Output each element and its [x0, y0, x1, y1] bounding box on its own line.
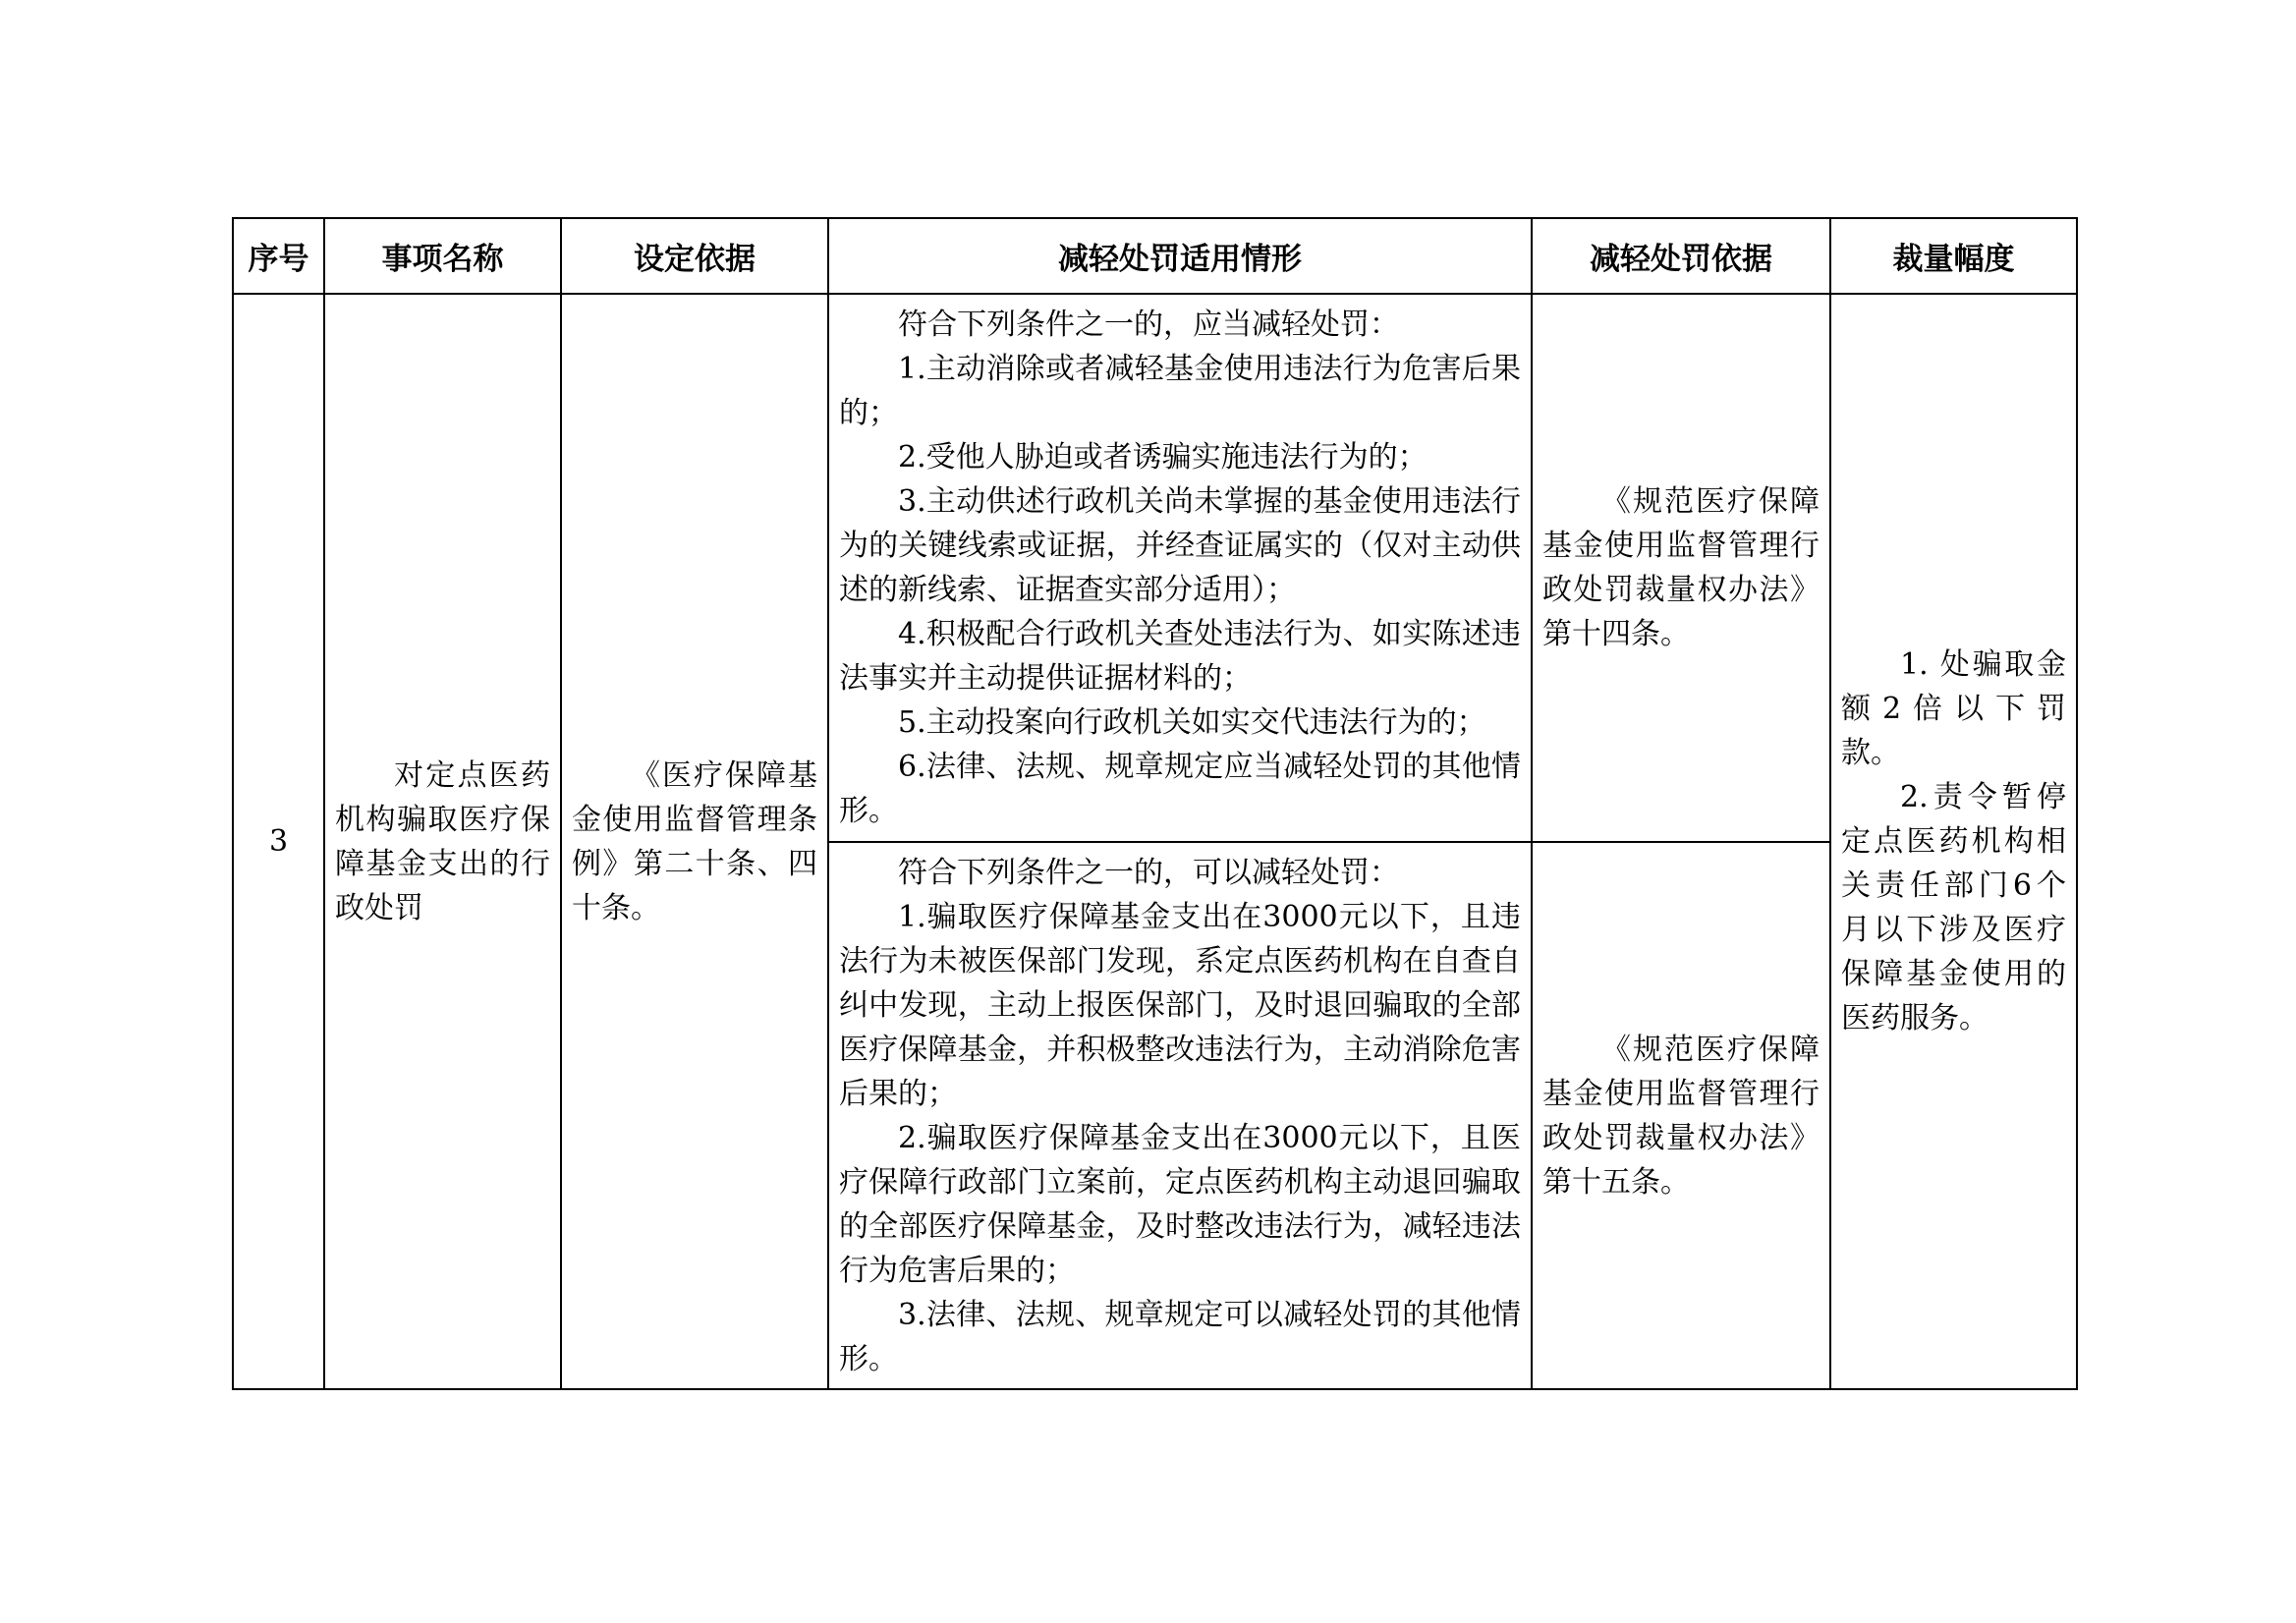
seq-value: 3: [268, 824, 289, 859]
cell-must-mitigate-basis: [1532, 294, 1830, 842]
must-mitigate-item: 5.主动投案向行政机关如实交代违法行为的；: [898, 705, 1486, 740]
must-mitigate-intro: 符合下列条件之一的，应当减轻处罚：: [898, 308, 1399, 342]
penalty-discretion-table: [232, 217, 2078, 1390]
header-item-name: 事项名称: [324, 218, 561, 294]
basis-text: 《医疗保障基金使用监督管理条例》第二十条、四十条。: [572, 757, 817, 925]
cell-range: [1830, 294, 2077, 1389]
must-mitigate-item: 4.积极配合行政机关查处违法行为、如实陈述违法事实并主动提供证据材料的；: [839, 617, 1521, 696]
must-mitigate-item: 1.主动消除或者减轻基金使用违法行为危害后果的；: [839, 352, 1521, 430]
must-mitigate-item: 3.主动供述行政机关尚未掌握的基金使用违法行为的关键线索或证据，并经查证属实的（仅对主动供述的新线索、证据查实部分适用）；: [839, 484, 1521, 607]
header-range: 裁量幅度: [1830, 218, 2077, 294]
must-mitigate-item: 2.受他人胁迫或者诱骗实施违法行为的；: [898, 440, 1428, 475]
range-item: 2.责令暂停定点医药机构相关责任部门6个月以下涉及医疗保障基金使用的医药服务。: [1841, 780, 2066, 1035]
must-mitigate-basis-text: 《规范医疗保障基金使用监督管理行政处罚裁量权办法》第十四条。: [1542, 484, 1820, 651]
cell-seq: [233, 294, 324, 1389]
cell-may-mitigate-conditions: [828, 842, 1532, 1389]
may-mitigate-item: 1.骗取医疗保障基金支出在3000元以下，且违法行为未被医保部门发现，系定点医药机构在自查自纠中发现，主动上报医保部门，及时退回骗取的全部医疗保障基金，并积极整改违法行为，主动消除危害后果的；: [839, 899, 1521, 1111]
range-item: 1. 处骗取金额2倍以下罚款。: [1841, 647, 2066, 770]
cell-must-mitigate-conditions: [828, 294, 1532, 842]
may-mitigate-basis-text: 《规范医疗保障基金使用监督管理行政处罚裁量权办法》第十五条。: [1542, 1032, 1820, 1200]
cell-basis: [561, 294, 828, 1389]
table-header-row: [233, 218, 2077, 294]
header-conditions: 减轻处罚适用情形: [828, 218, 1532, 294]
may-mitigate-item: 2.骗取医疗保障基金支出在3000元以下，且医疗保障行政部门立案前，定点医药机构主动退回骗取的全部医疗保障基金，及时整改违法行为，减轻违法行为危害后果的；: [839, 1120, 1521, 1288]
cell-may-mitigate-basis: [1532, 842, 1830, 1389]
may-mitigate-item: 3.法律、法规、规章规定可以减轻处罚的其他情形。: [839, 1297, 1521, 1376]
cell-item-name: [324, 294, 561, 1389]
may-mitigate-intro: 符合下列条件之一的，可以减轻处罚：: [898, 855, 1399, 890]
table-row: [233, 294, 2077, 842]
must-mitigate-item: 6.法律、法规、规章规定应当减轻处罚的其他情形。: [839, 750, 1521, 828]
item-name-text: 对定点医药机构骗取医疗保障基金支出的行政处罚: [335, 757, 550, 925]
header-mitigation-basis: 减轻处罚依据: [1532, 218, 1830, 294]
header-basis: 设定依据: [561, 218, 828, 294]
header-seq: 序号: [233, 218, 324, 294]
